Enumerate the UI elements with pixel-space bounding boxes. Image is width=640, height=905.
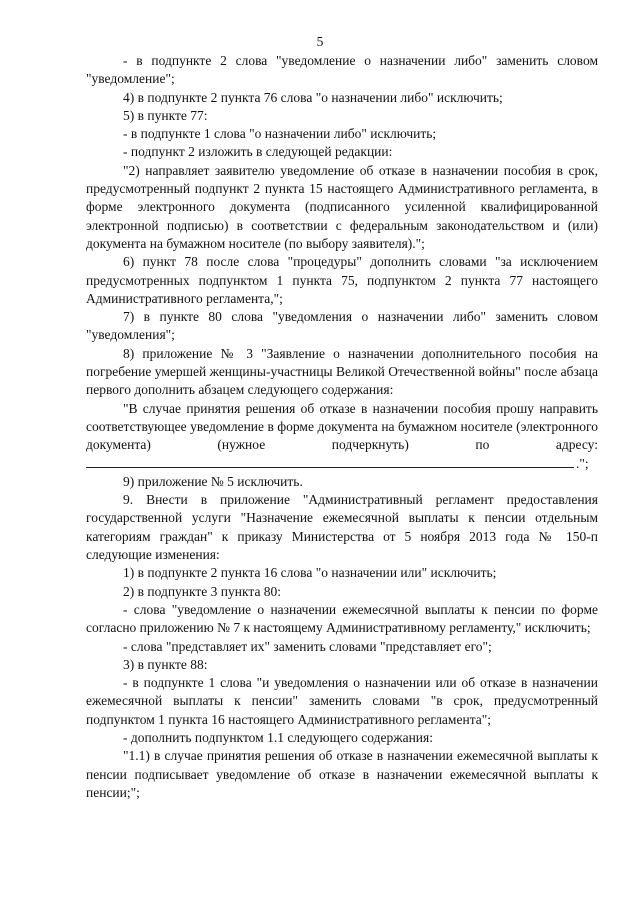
paragraph: 6) пункт 78 после слова "процедуры" дополнить словами "за исключением предусмотренных подпунктом 1 пункта 75, подпунктом 2 пункта 77 настоящего Административного регламента,";	[86, 254, 598, 306]
paragraph: 9) приложение № 5 исключить.	[123, 473, 303, 489]
address-blank-tail: .";	[576, 455, 589, 471]
paragraph: 2) в подпункте 3 пункта 80:	[123, 583, 282, 599]
paragraph: 3) в пункте 88:	[123, 656, 208, 672]
address-blank-row	[86, 455, 598, 473]
paragraph: - в подпункте 1 слова "и уведомления о назначении или об отказе в назначении ежемесячной выплаты к пенсии" заменить словами "в срок, предусмотренный подпунктом 1 пункта 16 настоящего Административного регламента";	[86, 675, 598, 727]
paragraph: 4) в подпункте 2 пункта 76 слова "о назначении либо" исключить;	[123, 89, 503, 105]
paragraph: - дополнить подпунктом 1.1 следующего содержания:	[123, 729, 433, 745]
quoted-paragraph: "2) направляет заявителю уведомление об отказе в назначении пособия в срок, предусмотренный подпункт 2 пункта 15 настоящего Административного регламента, в форме электронного документа (подписанного усиленной квалифицированной электронной подписью) в соответствии с федеральным законодательством и (или) документа на бумажном носителе (по выбору заявителя).";	[86, 162, 598, 251]
paragraph: - в подпункте 1 слова "о назначении либо" исключить;	[123, 126, 437, 142]
paragraph: - слова "уведомление о назначении ежемесячной выплаты к пенсии по форме согласно приложению № 7 к настоящему Административному регламенту," исключить;	[86, 601, 598, 636]
paragraph: - в подпункте 2 слова "уведомление о назначении либо" заменить словом "уведомление";	[86, 53, 598, 87]
quoted-paragraph: "1.1) в случае принятия решения об отказе в назначении ежемесячной выплаты к пенсии подписывает уведомление об отказе в назначении ежемесячной выплаты к пенсии;";	[86, 748, 598, 800]
document-body	[86, 52, 598, 802]
address-blank-line	[86, 455, 574, 468]
paragraph: 9. Внести в приложение "Административный регламент предоставления государственной услуги "Назначение ежемесячной выплаты к пенсии отдельным категориям граждан" к приказу Министерства от 5 ноября 2013 года № 150-п следующие изменения:	[86, 492, 598, 563]
quoted-paragraph: "В случае принятия решения об отказе в назначении пособия прошу направить соответствующее уведомление в форме документа на бумажном носителе (электронного документа) (нужное подчеркнуть) по адресу:	[86, 400, 598, 453]
paragraph: 7) в пункте 80 слова "уведомления о назначении либо" заменить словом "уведомления";	[86, 309, 598, 343]
page-number: 5	[316, 34, 324, 49]
paragraph: - подпункт 2 изложить в следующей редакции:	[123, 144, 393, 160]
paragraph: 5) в пункте 77:	[123, 107, 208, 123]
paragraph: - слова "представляет их" заменить словами "представляет его";	[123, 638, 492, 654]
paragraph: 8) приложение № 3 "Заявление о назначении дополнительного пособия на погребение умершей женщины-участницы Великой Отечественной войны" после абзаца первого дополнить абзацем следующего содержания:	[86, 345, 598, 398]
paragraph: 1) в подпункте 2 пункта 16 слова "о назначении или" исключить;	[123, 565, 497, 581]
